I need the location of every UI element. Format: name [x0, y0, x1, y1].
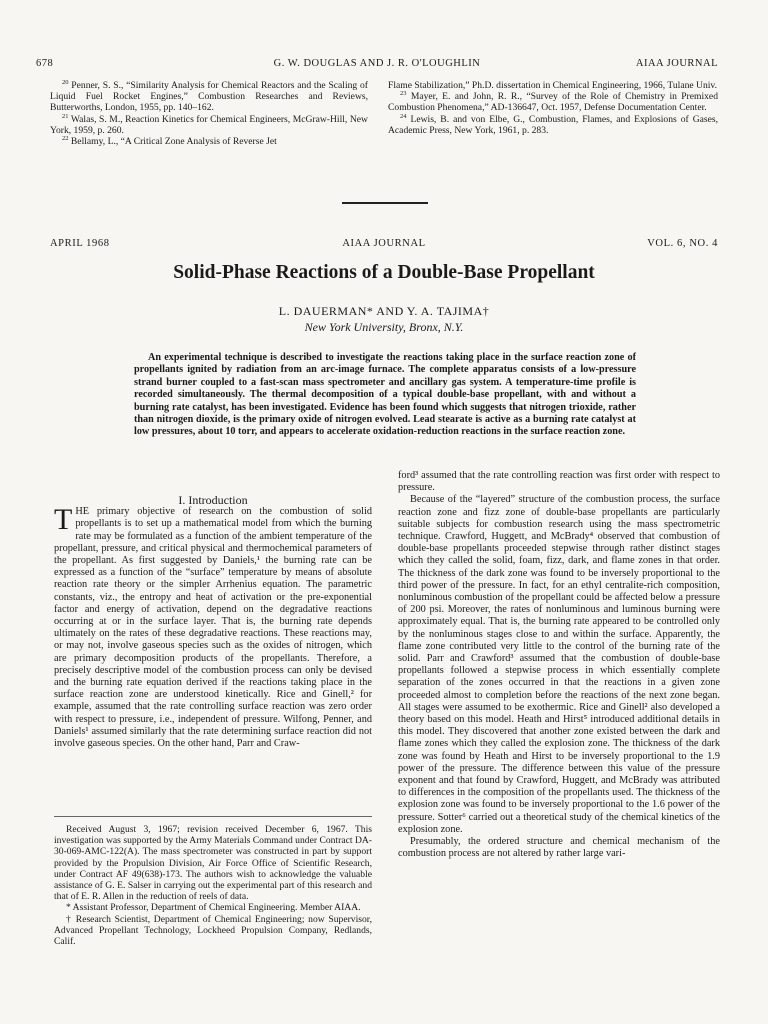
- reference-item: $^{23}$ Mayer, E. and John, R. R., “Survey of the Role of Chemistry in Premixed Combustion Phenomena,” AD-136647, Oct. 1957, Defense Documentation Center.: [388, 90, 718, 114]
- issue-volume: VOL. 6, NO. 4: [647, 238, 718, 249]
- article-affiliation: New York University, Bronx, N.Y.: [304, 320, 464, 334]
- reference-item: $^{22}$ Bellamy, L., “A Critical Zone Analysis of Reverse Jet: [62, 134, 277, 148]
- reference-item: Flame Stabilization,” Ph.D. dissertation in Chemical Engineering, 1966, Tulane Univ.: [388, 80, 717, 91]
- article-authors: L. DAUERMAN* AND Y. A. TAJIMA†: [278, 304, 490, 318]
- footnotes: [54, 824, 372, 947]
- footnote-author-1: * Assistant Professor, Department of Chemical Engineering. Member AIAA.: [66, 902, 361, 914]
- left-column: [54, 494, 372, 750]
- abstract: An experimental technique is described to investigate the reactions taking place in the surface reaction zone of propellants ignited by radiation from an arc-image furnace. The complete apparatus consists of a low-pressure strand burner coupled to a fast-scan mass spectrometer and ancillary gas system. A temperature-time profile is recorded simultaneously. The thermal decomposition of a typical double-base propellant, with and without a burning rate catalyst, has been investigated. Evidence has been found which suggests that nitrogen trioxide, rather than nitrogen dioxide, is the primary oxide of nitrogen evolved. Lead stearate is active as a burning rate catalyst at low pressures, about 10 torr, and appears to accelerate oxidation-reduction reactions in the surface reaction zone.: [134, 352, 636, 438]
- footnote-received: Received August 3, 1967; revision received December 6, 1967. This investigation was supported by the Army Materials Command under Contract DA-30-069-AMC-122(A). The mass spectrometer was constructed in part by support provided by the Propulsion Division, Air Force Office of Scientific Research, under Contract AF 49(638)-173. The authors wish to acknowledge the valuable assistance of G. E. Salser in carrying out the experimental part of this research and that of E. R. Allen in the reduction of reels of data.: [54, 824, 372, 903]
- reference-item: $^{20}$ Penner, S. S., “Similarity Analysis for Chemical Reactors and the Scaling of Liquid Fuel Rocket Engines,” Combustion Researches and Reviews, Butterworths, London, 1955, pp. 140–162.: [50, 78, 368, 114]
- previous-references-left: [50, 80, 368, 147]
- article-separator-rule: [342, 202, 428, 204]
- footnote-rule: [54, 816, 372, 817]
- reference-item: $^{21}$ Walas, S. M., Reaction Kinetics for Chemical Engineers, McGraw-Hill, New York, 1959, p. 260.: [50, 112, 368, 136]
- right-column: [398, 470, 720, 861]
- running-header: [36, 58, 718, 74]
- running-header-journal: AIAA JOURNAL: [635, 58, 718, 69]
- issue-journal: AIAA JOURNAL: [342, 238, 426, 249]
- reference-item: $^{24}$ Lewis, B. and von Elbe, G., Combustion, Flames, and Explosions of Gases, Academic Press, New York, 1961, p. 283.: [388, 112, 719, 136]
- previous-references-right: [388, 80, 718, 136]
- section-heading: I. Introduction: [178, 493, 248, 507]
- article-title: Solid-Phase Reactions of a Double-Base Propellant: [173, 262, 595, 283]
- footnote-author-2: † Research Scientist, Department of Chemical Engineering; now Supervisor, Advanced Propellant Technology, Lockheed Propulsion Company, Redlands, Calif.: [54, 913, 372, 948]
- body-paragraph: Because of the “layered” structure of the combustion process, the surface reaction zone and fizz zone of double-base propellants are particularly suitable subjects for combustion research using the mass spectrometric technique. Crawford, Huggett, and McBrady⁴ observed that combustion of double-base propellants proceeded stepwise through rather distinct stages which they called the solid, foam, fizz, dark, and flame zones in that order. The thickness of the dark zone was found to be inversely proportional to the third power of the pressure. In fact, for an ethyl centralite-rich composition, nonluminous combustion of the propellant could be affected below a pressure of 200 psi. Moreover, the rates of nonluminous and luminous burning were approximately equal. That is, the burning rate appeared to be controlled only by the nonluminous stages close to and within the surface. Apparently, the flame zone contributed very little to the control of the burning rate of the solid. Parr and Crawford³ assumed that the combustion of double-base propellants followed a stepwise process in which essentially complete separation of the zones occurred in that the reactions in a given zone proceeded almost to completion before the reactions of the next zone began. All stages were assumed to be exothermic. Rice and Ginell² also developed a theory based on this model. Heath and Hirst⁵ introduced additional details in this model. They discovered that another zone existed between the dark and flame zones which they called the explosion zone. The thickness of the dark zone was found by Heath and Hirst to be inversely proportional to the 1.9 power of the pressure. The difference between this value of the pressure exponent and that found by Crawford, Huggett, and McBrady was attributed to differences in the composition of the propellants used. The thickness of the explosion zone was found to be inversely proportional to the 1.6 power of the pressure. Sotter⁶ carried out a theoretical study of the chemical kinetics of the explosion zone.: [398, 494, 720, 835]
- issue-date: APRIL 1968: [50, 238, 110, 249]
- issue-header: [50, 238, 718, 252]
- page-number: 678: [36, 58, 54, 69]
- body-paragraph: Presumably, the ordered structure and chemical mechanism of the combustion process are not altered by rather large vari-: [398, 836, 720, 860]
- running-header-authors: G. W. DOUGLAS AND J. R. O'LOUGHLIN: [273, 58, 481, 69]
- intro-paragraph: THE primary objective of research on the combustion of solid propellants is to set up a mathematical model from which the burning rate may be formulated as a function of the ambient temperature of the propellant, pressure, and critical physical and thermochemical parameters of the propellant. As first suggested by Daniels,¹ the burning rate can be expressed as a function of the “surface” temperature by means of absolute reaction rate theory or the simpler Arrhenius equation. The parametric constants, viz., the entropy and heat of activation or the pre-exponential factor and energy of activation, depend on the degradative reactions occurring at or in the surface layer. That is, the burning rate depends ultimately on the rates of these degradative reactions. These reactions may, or may not, involve gaseous species such as the oxides of nitrogen, which are primary decomposition products of the propellants. Therefore, a precisely descriptive model of the combustion process can only be devised and the burning rate equation derived if the reactions taking place in the surface reaction zone are understood kinetically. Rice and Ginell,² for example, assumed that the rate controlling surface reaction was zero order with respect to pressure, i.e., independent of pressure. Wilfong, Penner, and Daniels¹ assumed similarly that the rate determining surface reaction did not involve gaseous species. On the other hand, Parr and Craw-: [54, 503, 372, 750]
- drop-cap: T: [54, 503, 73, 537]
- body-paragraph: ford³ assumed that the rate controlling reaction was first order with respect to pressure.: [398, 470, 720, 494]
